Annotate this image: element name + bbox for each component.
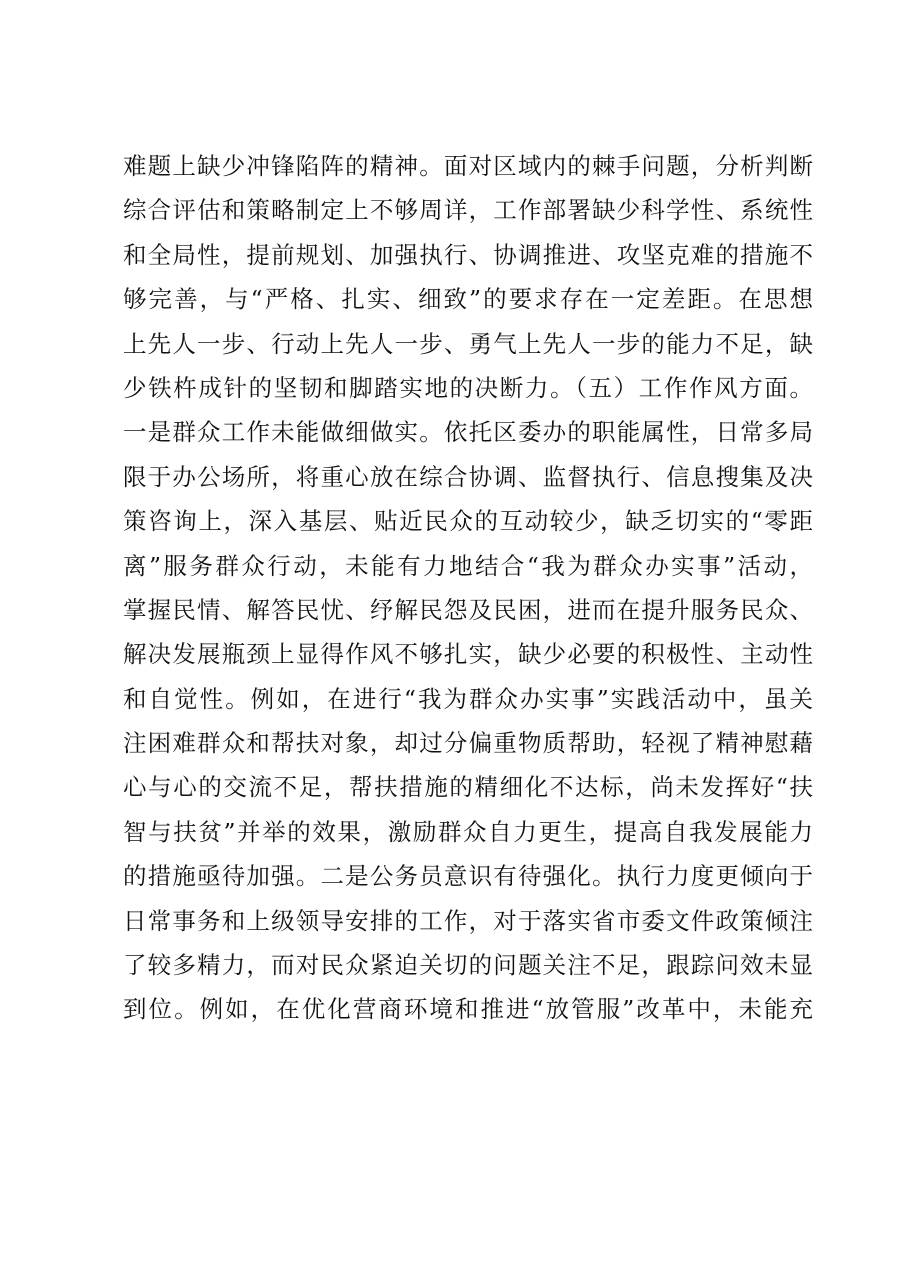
text-line: 掌握民情、解答民忧、纾解民怨及民困，进而在提升服务民众、: [123, 595, 813, 624]
text-line: 难题上缺少冲锋陷阵的精神。面对区域内的棘手问题，分析判断: [123, 152, 813, 180]
text-line: 和全局性，提前规划、加强执行、协调推进、攻坚克难的措施不: [123, 240, 813, 269]
text-line: 到位。例如，在优化营商环境和推进“放管服”改革中，未能充: [123, 995, 813, 1024]
text-line: 少铁杵成针的坚韧和脚踏实地的决断力。（五）工作作风方面。: [123, 373, 813, 402]
text-line: 注困难群众和帮扶对象，却过分偏重物质帮助，轻视了精神慰藉: [123, 729, 813, 758]
text-line: 解决发展瓶颈上显得作风不够扎实，缺少必要的积极性、主动性: [123, 640, 813, 669]
text-line: 日常事务和上级领导安排的工作，对于落实省市委文件政策倾注: [123, 906, 813, 935]
text-line: 心与心的交流不足，帮扶措施的精细化不达标，尚未发挥好“扶: [123, 773, 813, 802]
text-line: 的措施亟待加强。二是公务员意识有待强化。执行力度更倾向于: [123, 862, 813, 891]
text-line: 综合评估和策略制定上不够周详，工作部署缺少科学性、系统性: [123, 196, 813, 225]
text-line: 离”服务群众行动，未能有力地结合“我为群众办实事”活动，: [123, 551, 813, 580]
text-line: 智与扶贫”并举的效果，激励群众自力更生，提高自我发展能力: [123, 817, 813, 846]
text-line: 了较多精力，而对民众紧迫关切的问题关注不足，跟踪问效未显: [123, 951, 813, 980]
text-line: 一是群众工作未能做细做实。依托区委办的职能属性，日常多局: [123, 418, 813, 447]
text-line: 限于办公场所，将重心放在综合协调、监督执行、信息搜集及决: [123, 462, 813, 491]
text-line: 够完善，与“严格、扎实、细致”的要求存在一定差距。在思想: [123, 285, 813, 314]
text-line: 上先人一步、行动上先人一步、勇气上先人一步的能力不足，缺: [123, 329, 813, 358]
text-line: 和自觉性。例如，在进行“我为群众办实事”实践活动中，虽关: [123, 684, 813, 713]
body-text: [123, 144, 813, 1032]
text-line: 策咨询上，深入基层、贴近民众的互动较少，缺乏切实的“零距: [123, 507, 813, 536]
